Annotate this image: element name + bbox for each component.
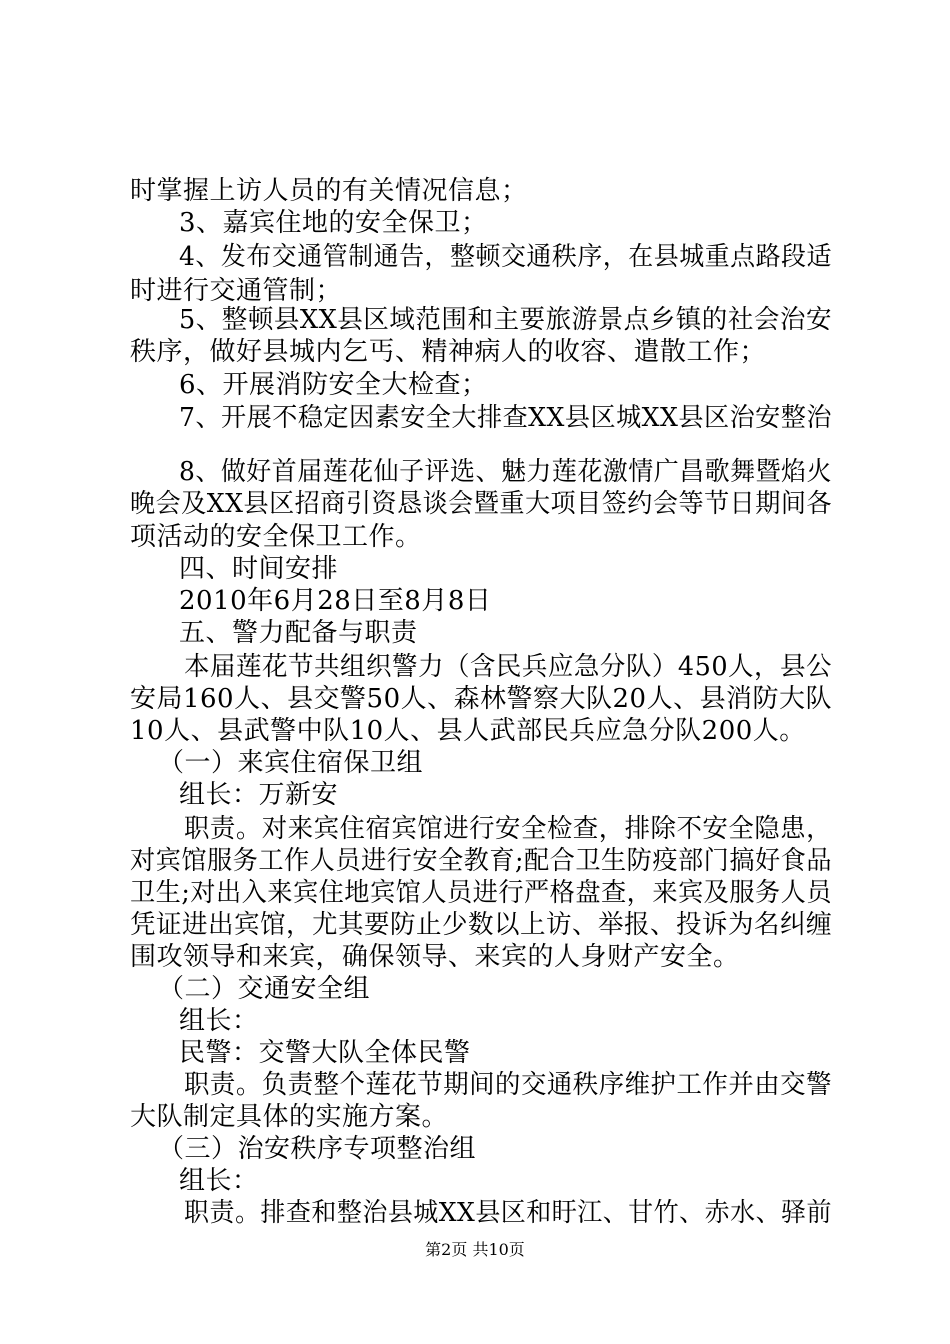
list-item: 8、做好首届莲花仙子评选、魅力莲花激情广昌歌舞暨焰火 <box>179 457 832 487</box>
text-line: 职责。对来宾住宿宾馆进行安全检查，排除不安全隐患， <box>184 814 833 844</box>
text-line: 对宾馆服务工作人员进行安全教育;配合卫生防疫部门搞好食品 <box>130 846 833 876</box>
text-line: 组长：万新安 <box>179 780 339 810</box>
text-line: 民警：交警大队全体民警 <box>179 1038 471 1068</box>
section-heading: 五、警力配备与职责 <box>179 618 418 648</box>
text-line: 组长： <box>179 1166 259 1196</box>
text-line: 安局160人、县交警50人、森林警察大队20人、县消防大队 <box>130 684 833 714</box>
text-line: 项活动的安全保卫工作。 <box>130 522 422 552</box>
list-item: 7、开展不稳定因素安全大排查XX县区城XX县区治安整治 <box>179 403 832 433</box>
section-heading: 四、时间安排 <box>179 554 339 584</box>
text-line: 大队制定具体的实施方案。 <box>130 1102 449 1132</box>
list-item: 4、发布交通管制通告，整顿交通秩序，在县城重点路段适 <box>179 242 832 272</box>
text-line: 本届莲花节共组织警力（含民兵应急分队）450人，县公 <box>184 652 833 682</box>
text-line: 晚会及XX县区招商引资恳谈会暨重大项目签约会等节日期间各 <box>130 489 833 519</box>
subsection-heading: （二）交通安全组 <box>158 974 371 1004</box>
text-line: 卫生;对出入来宾住地宾馆人员进行严格盘查，来宾及服务人员 <box>130 878 833 908</box>
text-line: 围攻领导和来宾，确保领导、来宾的人身财产安全。 <box>130 942 740 972</box>
text-line: 组长： <box>179 1006 259 1036</box>
page-footer: 第2页 共10页 <box>425 1240 525 1259</box>
list-item: 3、嘉宾住地的安全保卫； <box>179 208 488 238</box>
text-line: 凭证进出宾馆，尤其要防止少数以上访、举报、投诉为名纠缠 <box>130 910 832 940</box>
text-line: 职责。负责整个莲花节期间的交通秩序维护工作并由交警 <box>184 1070 833 1100</box>
subsection-heading: （三）治安秩序专项整治组 <box>158 1134 477 1164</box>
text-line: 时掌握上访人员的有关情况信息； <box>130 176 528 206</box>
text-line: 2010年6月28日至8月8日 <box>179 586 492 616</box>
text-line: 时进行交通管制； <box>130 276 343 306</box>
text-line: 10人、县武警中队10人、县人武部民兵应急分队200人。 <box>130 716 806 746</box>
subsection-heading: （一）来宾住宿保卫组 <box>158 748 424 778</box>
text-line: 职责。排查和整治县城XX县区和盱江、甘竹、赤水、驿前 <box>184 1198 833 1228</box>
text-line: 秩序，做好县城内乞丐、精神病人的收容、遣散工作； <box>130 337 767 367</box>
list-item: 6、开展消防安全大检查； <box>179 370 488 400</box>
list-item: 5、整顿县XX县区域范围和主要旅游景点乡镇的社会治安 <box>179 305 832 335</box>
